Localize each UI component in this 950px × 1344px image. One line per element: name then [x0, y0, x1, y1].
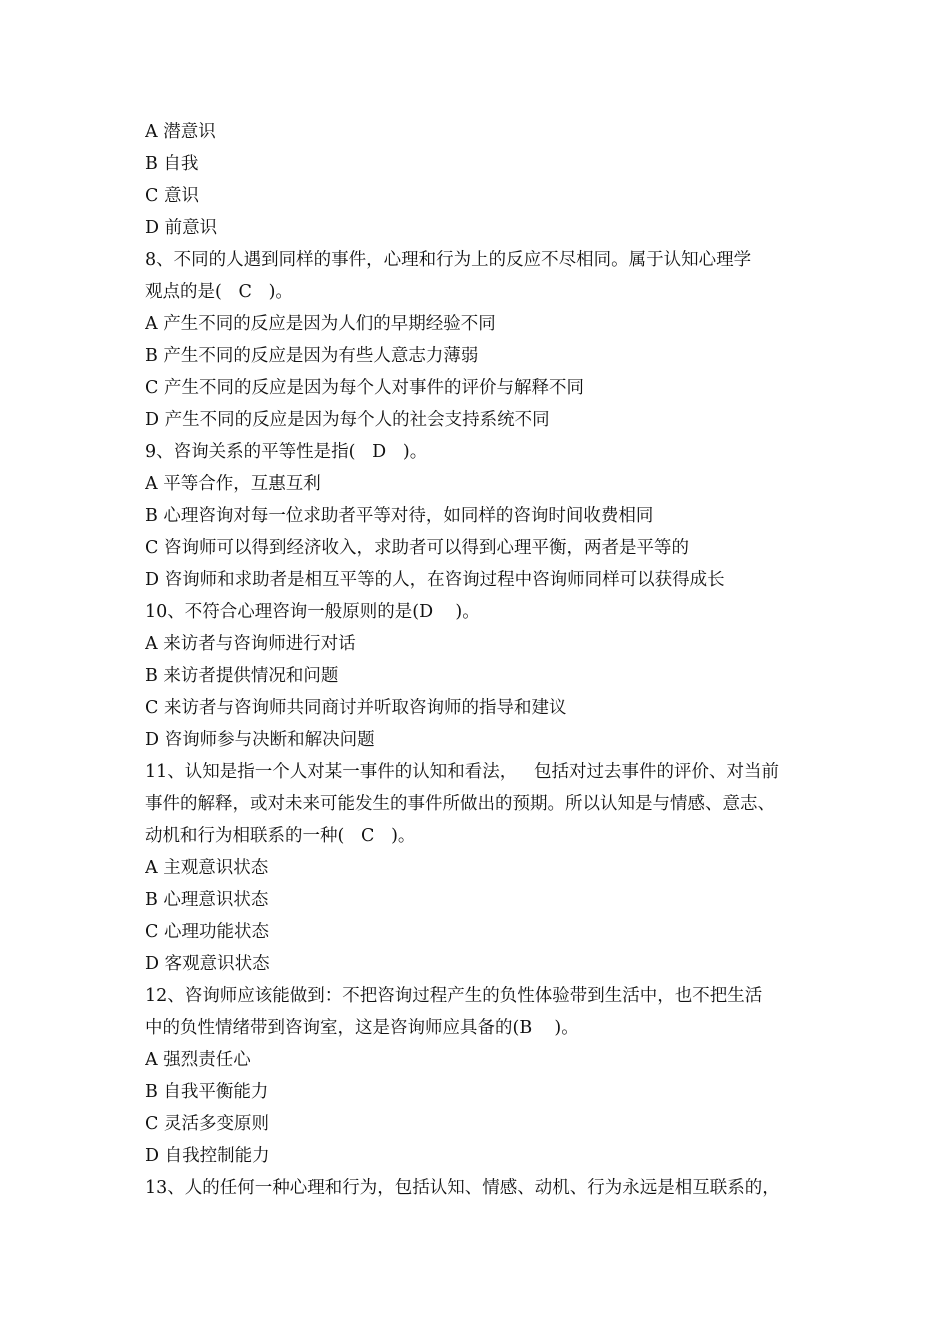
question-9-option-a: A 平等合作，互惠互利 [145, 474, 321, 494]
question-8-option-a: A 产生不同的反应是因为人们的早期经验不同 [145, 314, 496, 334]
question-10-option-c: C 来访者与咨询师共同商讨并听取咨询师的指导和建议 [145, 698, 567, 718]
question-10-option-a: A 来访者与咨询师进行对话 [145, 634, 356, 654]
question-8-text: 8、不同的人遇到同样的事件，心理和行为上的反应不尽相同。属于认知心理学 [145, 250, 752, 270]
question-11-text-cont-1: 事件的解释，或对未来可能发生的事件所做出的预期。所以认知是与情感、意志、 [145, 794, 775, 814]
option-d-preconscious: D 前意识 [145, 218, 218, 238]
question-12-option-c: C 灵活多变原则 [145, 1114, 269, 1134]
question-12-text-cont: 中的负性情绪带到咨询室，这是咨询师应具备的(B )。 [145, 1018, 579, 1038]
question-12-option-d: D 自我控制能力 [145, 1146, 270, 1166]
question-11-option-b: B 心理意识状态 [145, 890, 269, 910]
question-13-text: 13、人的任何一种心理和行为，包括认知、情感、动机、行为永远是相互联系的， [145, 1178, 780, 1198]
question-11-text: 11、认知是指一个人对某一事件的认知和看法， 包括对过去事件的评价、对当前 [145, 762, 779, 782]
question-8-text-cont: 观点的是( C )。 [145, 282, 293, 302]
question-8-option-b: B 产生不同的反应是因为有些人意志力薄弱 [145, 346, 479, 366]
question-12-option-a: A 强烈责任心 [145, 1050, 251, 1070]
question-9-option-d: D 咨询师和求助者是相互平等的人，在咨询过程中咨询师同样可以获得成长 [145, 570, 725, 590]
question-11-text-cont-2: 动机和行为相联系的一种( C )。 [145, 826, 416, 846]
question-9-text: 9、咨询关系的平等性是指( D )。 [145, 442, 428, 462]
question-8-option-c: C 产生不同的反应是因为每个人对事件的评价与解释不同 [145, 378, 584, 398]
option-c-consciousness: C 意识 [145, 186, 199, 206]
question-9-option-c: C 咨询师可以得到经济收入，求助者可以得到心理平衡，两者是平等的 [145, 538, 689, 558]
question-8-option-d: D 产生不同的反应是因为每个人的社会支持系统不同 [145, 410, 550, 430]
question-9-option-b: B 心理咨询对每一位求助者平等对待，如同样的咨询时间收费相同 [145, 506, 654, 526]
question-10-option-b: B 来访者提供情况和问题 [145, 666, 339, 686]
question-12-option-b: B 自我平衡能力 [145, 1082, 269, 1102]
question-12-text: 12、咨询师应该能做到：不把咨询过程产生的负性体验带到生活中，也不把生活 [145, 986, 763, 1006]
question-10-text: 10、不符合心理咨询一般原则的是(D )。 [145, 602, 480, 622]
question-11-option-d: D 客观意识状态 [145, 954, 270, 974]
option-a-subconscious: A 潜意识 [145, 122, 216, 142]
document-page [145, 116, 815, 1204]
option-b-ego: B 自我 [145, 154, 199, 174]
question-11-option-a: A 主观意识状态 [145, 858, 269, 878]
question-10-option-d: D 咨询师参与决断和解决问题 [145, 730, 375, 750]
question-11-option-c: C 心理功能状态 [145, 922, 269, 942]
